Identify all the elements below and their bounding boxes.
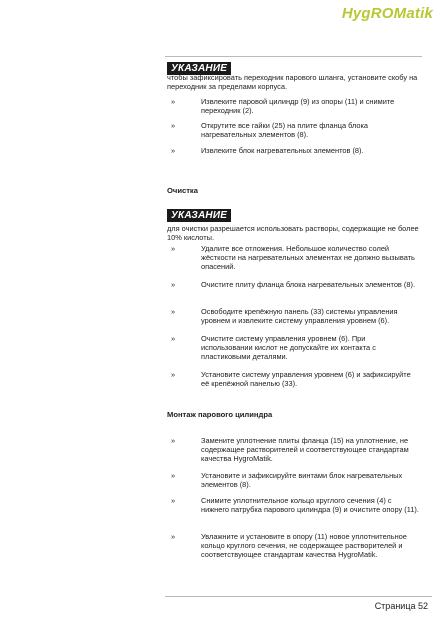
list-item-text: Замените уплотнение плиты фланца (15) на уплотнение, не содержащее растворителей и соответствующее стандартам качества HygroMatik. (201, 436, 409, 464)
bullet-mark: » (171, 496, 176, 505)
logo-part-2: Matik (393, 5, 433, 22)
list-item (171, 370, 419, 388)
list-item-text: Открутите все гайки (25) на плите фланца блока нагревательных элементов (8). (201, 121, 369, 140)
bullet-mark: » (171, 436, 176, 445)
bullet-mark: » (171, 97, 176, 106)
list-item-text: Увлажните и установите в опору (11) новое уплотнительное кольцо круглого сечения, не содержащее растворителей и соответствующее стандартам качества HygroMatik. (201, 532, 407, 560)
list-item-text: Освободите крепёжную панель (33) системы управления уровнем и извлеките систему управления уровнем (6). (201, 307, 398, 326)
list-item-text: Очистите плиту фланца блока нагревательных элементов (8). (201, 280, 415, 289)
bullet-mark: » (171, 471, 176, 480)
section-title: Очистка (167, 186, 198, 195)
bullet-mark: » (171, 280, 176, 289)
list-item (171, 97, 419, 115)
list-item-text: Удалите все отложения. Небольшое количество солей жёсткости на нагревательных элементах не должно вызывать опасений. (201, 244, 415, 272)
list-item (171, 471, 419, 489)
list-item-text: Извлеките блок нагревательных элементов (8). (201, 146, 364, 155)
hygromatik-logo (342, 5, 433, 22)
footer-rule (165, 596, 432, 597)
list-item (171, 436, 419, 464)
bullet-mark: » (171, 532, 176, 541)
list-item (171, 280, 419, 289)
list-item-text: Извлеките паровой цилиндр (9) из опоры (11) и снимите переходник (2). (201, 97, 395, 116)
list-item (171, 307, 419, 325)
list-item (171, 532, 419, 560)
bullet-mark: » (171, 121, 176, 130)
list-item (171, 496, 419, 514)
list-item-text: Снимите уплотнительное кольцо круглого сечения (4) с нижнего патрубка парового цилиндра (9) и очистите опору (11). (201, 496, 419, 515)
list-item (171, 121, 419, 139)
bullet-mark: » (171, 307, 176, 316)
note-text: для очистки разрешается использовать растворы, содержащие не более 10% кислоты. (167, 224, 419, 243)
list-item-text: Установите систему управления уровнем (6) и зафиксируйте её крепёжной панелью (33). (201, 370, 411, 389)
bullet-mark: » (171, 370, 176, 379)
list-item (171, 146, 419, 155)
note-text: чтобы зафиксировать переходник парового шланга, установите скобу на переходник за пределами корпуса. (167, 73, 418, 92)
section-title: Монтаж парового цилиндра (167, 410, 273, 419)
note-badge: УКАЗАНИЕ (167, 62, 231, 75)
list-item (171, 244, 419, 272)
note-badge: УКАЗАНИЕ (167, 209, 231, 222)
list-item (171, 334, 419, 362)
logo-part-1: HygRO (341, 5, 394, 22)
top-rule (165, 56, 422, 57)
list-item-text: Установите и зафиксируйте винтами блок нагревательных элементов (8). (201, 471, 403, 490)
bullet-mark: » (171, 146, 176, 155)
list-item-text: Очистите систему управления уровнем (6). При использовании кислот не допускайте их контакта с пластиковыми деталями. (201, 334, 376, 362)
bullet-mark: » (171, 334, 176, 343)
bullet-mark: » (171, 244, 176, 253)
page-number: Страница 52 (374, 601, 428, 611)
